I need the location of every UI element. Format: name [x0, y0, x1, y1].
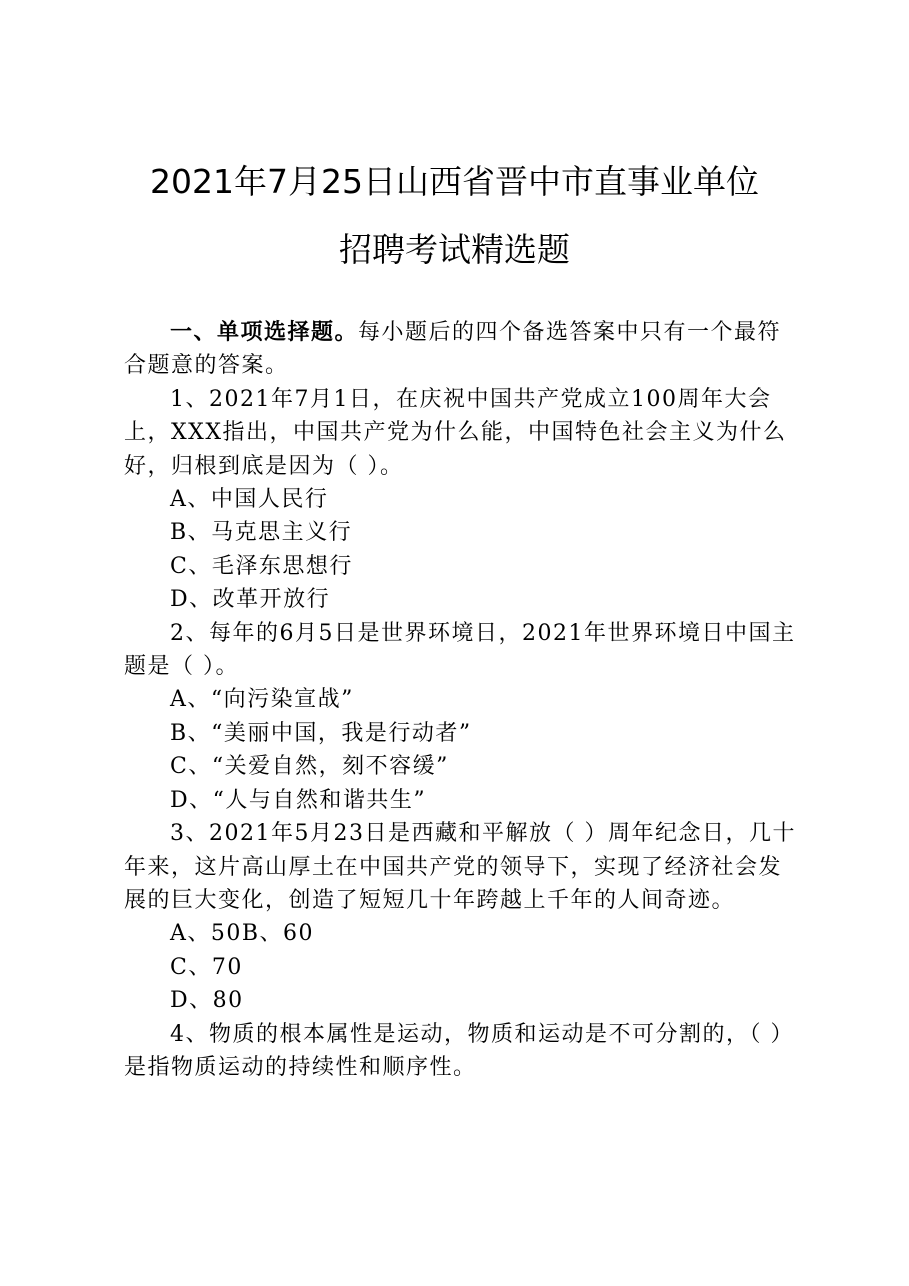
section-instruction: 每小题后的四个备选答案中只有一个最符合题意的答案。	[124, 320, 782, 379]
question-4-stem: 4、物质的根本属性是运动，物质和运动是不可分割的，（ ）是指物质运动的持续性和顺序性。	[124, 1021, 794, 1080]
question-1-stem: 1、2021年7月1日，在庆祝中国共产党成立100周年大会上，XXX指出，中国共产党为什么能，中国特色社会主义为什么好，归根到底是因为（ ）。	[124, 386, 787, 479]
question-2-option-b: B、“美丽中国，我是行动者”	[170, 720, 472, 746]
document-title-line-1: 2021年7月25日山西省晋中市直事业单位	[150, 162, 759, 201]
question-2-option-d: D、“人与自然和谐共生”	[170, 787, 427, 813]
question-1-option-b: B、马克思主义行	[170, 520, 353, 546]
section-intro	[124, 316, 796, 383]
question-3-option-ab: A、50B、60	[170, 921, 315, 947]
question-1-option-a: A、中国人民行	[170, 487, 329, 513]
question-3-stem: 3、2021年5月23日是西藏和平解放（ ）周年纪念日，几十年来，这片高山厚土在中国共产党的领导下，实现了经济社会发展的巨大变化，创造了短短几十年跨越上千年的人间奇迹。	[124, 821, 796, 913]
question-1-option-c: C、毛泽东思想行	[170, 553, 353, 579]
question-2-stem: 2、每年的6月5日是世界环境日，2021年世界环境日中国主题是（ ）。	[124, 620, 796, 680]
document-title-line-2: 招聘考试精选题	[339, 230, 570, 269]
question-2-option-a: A、“向污染宣战”	[170, 687, 354, 713]
document-body	[124, 316, 796, 1084]
question-1-option-d: D、改革开放行	[170, 587, 331, 613]
section-heading: 一、单项选择题。	[170, 320, 359, 345]
question-3-option-c: C、70	[170, 954, 243, 980]
question-3-option-d: D、80	[170, 988, 244, 1014]
question-2-option-c: C、“关爱自然，刻不容缓”	[170, 754, 449, 780]
